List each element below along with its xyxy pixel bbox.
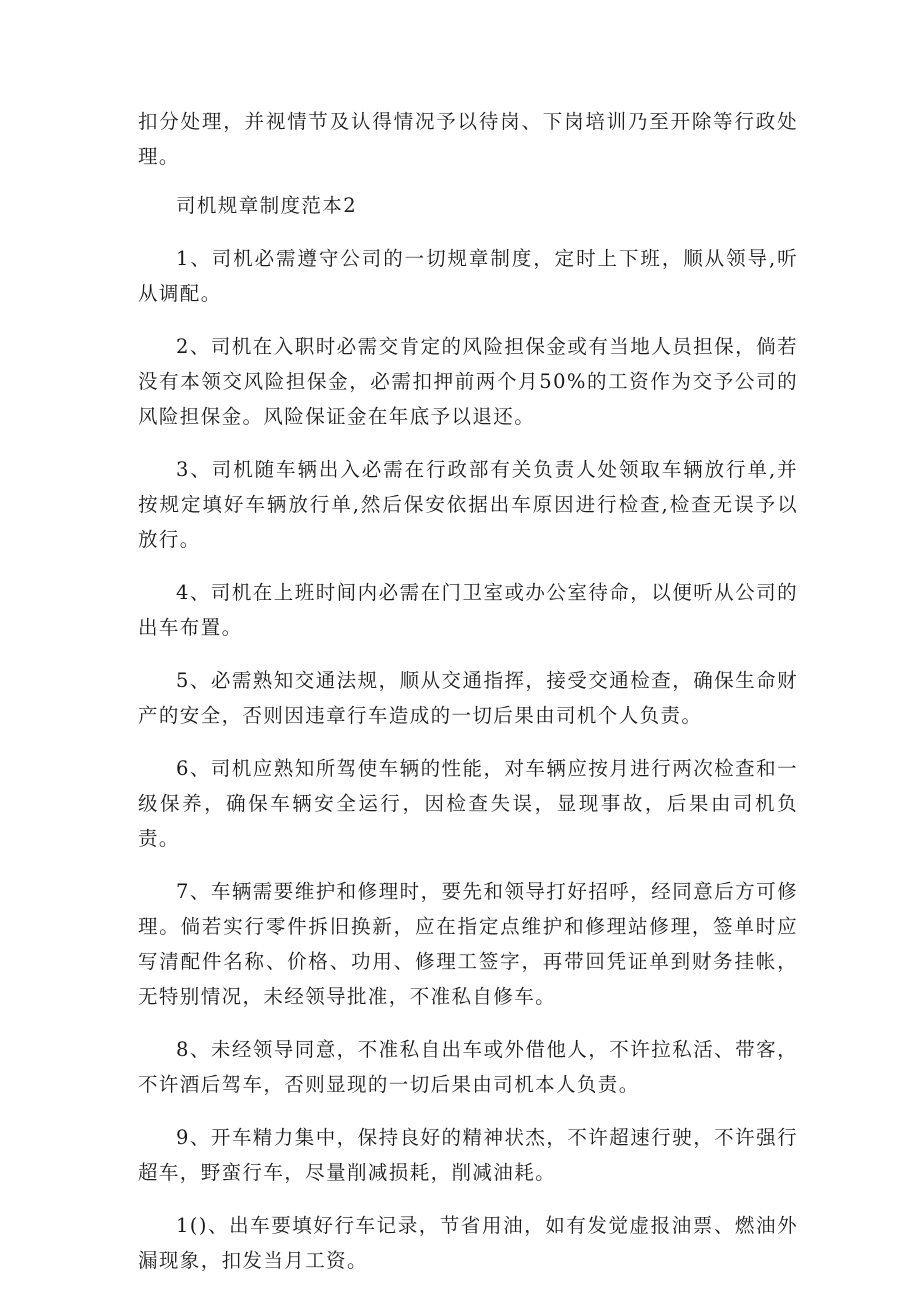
rule-item-10: 1()、出车要填好行车记录，节省用油，如有发觉虚报油票、燃油外漏现象，扣发当月工资。: [138, 1214, 798, 1272]
rule-item-4: 4、司机在上班时间内必需在门卫室或办公室待命，以便听从公司的出车布置。: [138, 581, 798, 639]
rule-item-3: 3、司机随车辆出入必需在行政部有关负责人处领取车辆放行单,并按规定填好车辆放行单,然后保安依据出车原因进行检查,检查无误予以放行。: [138, 458, 798, 551]
rule-item-6: 6、司机应熟知所驾使车辆的性能，对车辆应按月进行两次检查和一级保养，确保车辆安全运行，因检查失误，显现事故，后果由司机负责。: [138, 757, 798, 850]
rule-item-7: 7、车辆需要维护和修理时，要先和领导打好招呼，经同意后方可修理。倘若实行零件拆旧换新，应在指定点维护和修理站修理，签单时应写清配件名称、价格、功用、修理工签字，再带回凭证单到财务挂帐，无特别情况，未经领导批准，不准私自修车。: [138, 880, 798, 1008]
rule-item-2: 2、司机在入职时必需交肯定的风险担保金或有当地人员担保，倘若没有本领交风险担保金，必需扣押前两个月50%的工资作为交予公司的风险担保金。风险保证金在年底予以退还。: [138, 335, 798, 428]
paragraph-continuation: 扣分处理，并视情节及认得情况予以待岗、下岗培训乃至开除等行政处理。: [138, 110, 798, 168]
rule-item-1: 1、司机必需遵守公司的一切规章制度，定时上下班，顺从领导,听从调配。: [138, 247, 798, 305]
section-heading: 司机规章制度范本2: [176, 194, 358, 217]
rule-item-8: 8、未经领导同意，不准私自出车或外借他人，不许拉私活、带客，不许酒后驾车，否则显现的一切后果由司机本人负责。: [138, 1038, 798, 1096]
document-body: [138, 104, 798, 1278]
rule-item-5: 5、必需熟知交通法规，顺从交通指挥，接受交通检查，确保生命财产的安全，否则因违章行车造成的一切后果由司机个人负责。: [138, 669, 798, 727]
rule-item-9: 9、开车精力集中，保持良好的精神状杰，不许超速行驶，不许强行超车，野蛮行车，尽量削减损耗，削减油耗。: [138, 1126, 798, 1184]
